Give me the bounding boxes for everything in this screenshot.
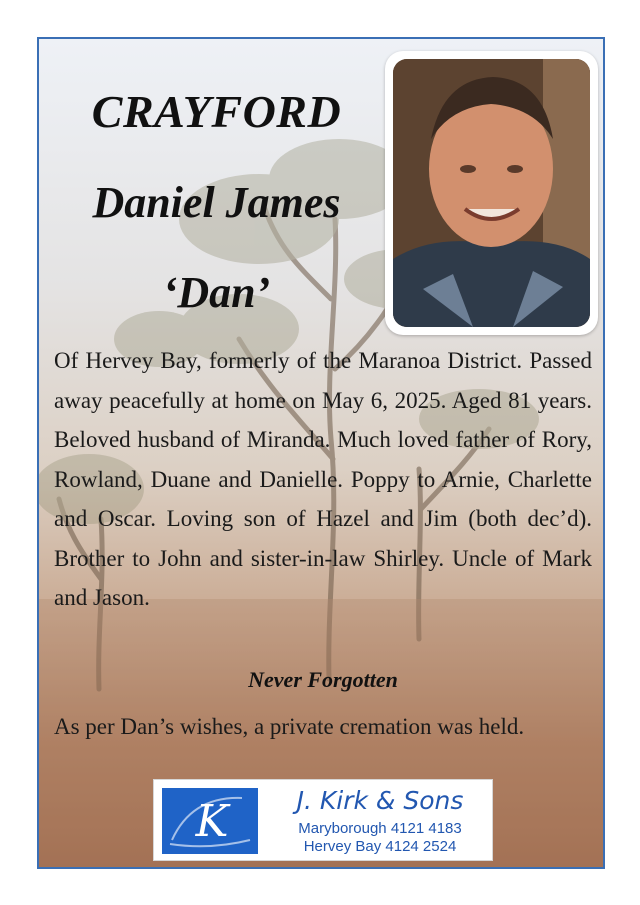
portrait-photo xyxy=(393,59,590,327)
funeral-director-logo xyxy=(162,788,258,854)
funeral-director-phone-maryborough: Maryborough 4121 4183 xyxy=(298,820,462,837)
portrait-illustration xyxy=(393,59,590,327)
surname-heading: CRAYFORD xyxy=(91,86,342,137)
funeral-wishes-text: As per Dan’s wishes, a private cremation was held. xyxy=(54,714,525,739)
portrait-frame xyxy=(385,51,598,335)
funeral-director-name: J. Kirk & Sons xyxy=(296,786,464,815)
funeral-director-phone-hervey-bay: Hervey Bay 4124 2524 xyxy=(303,838,457,855)
biography-text: Of Hervey Bay, formerly of the Maranoa District. Passed away peacefully at home on May 6, 2025. Aged 81 years. Beloved husband of Miranda. Much loved father of Rory, Rowland, Duane and Danielle. Poppy to Arnie, Charlette and Oscar. Loving son of Hazel and Jim (both dec’d). Brother to John and sister-in-law Shirley. Uncle of Mark and Jason. xyxy=(54,348,592,610)
tagline: Never Forgotten xyxy=(248,667,398,692)
logo-letter: K xyxy=(195,796,229,847)
given-names-heading: Daniel James xyxy=(92,178,341,227)
nickname-heading: ‘Dan’ xyxy=(162,268,271,317)
notice-frame xyxy=(37,37,605,869)
funeral-director-card xyxy=(153,779,493,861)
